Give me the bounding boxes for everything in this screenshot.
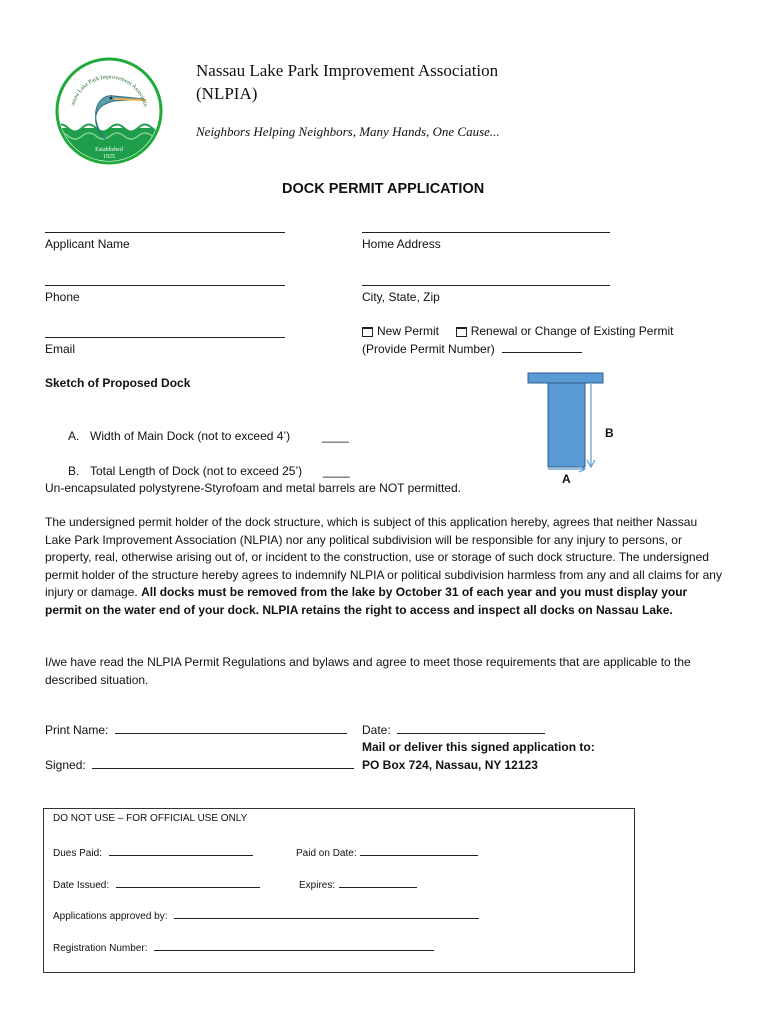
materials-note: Un-encapsulated polystyrene-Styrofoam and metal barrels are NOT permitted. (45, 481, 461, 495)
dock-top-platform (528, 373, 603, 383)
new-permit-label: New Permit (377, 324, 440, 338)
date-issued-label: Date Issued: (53, 880, 110, 891)
signed-row (45, 758, 354, 772)
mail-instructions: Mail or deliver this signed application to: (362, 740, 595, 754)
print-name-row (45, 723, 347, 737)
nlpia-logo (54, 56, 164, 166)
dues-paid-line[interactable] (109, 845, 253, 856)
registration-number-line[interactable] (154, 940, 434, 951)
email-label: Email (45, 342, 76, 356)
city-state-zip-label: City, State, Zip (362, 290, 440, 304)
new-permit-checkbox[interactable] (362, 327, 373, 337)
diagram-label-a: A (562, 472, 571, 486)
approved-by-line[interactable] (174, 908, 479, 919)
acknowledgement-paragraph: I/we have read the NLPIA Permit Regulations and bylaws and agree to meet those requirements that are applicable to the described situation. (45, 655, 691, 687)
city-state-zip-line[interactable] (362, 285, 610, 286)
print-name-line[interactable] (115, 723, 347, 734)
expires-label: Expires: (299, 880, 336, 891)
paid-on-date-label: Paid on Date: (296, 848, 357, 859)
expires-row (299, 877, 417, 891)
approved-by-label: Applications approved by: (53, 911, 168, 922)
dock-main-walkway (548, 383, 585, 467)
renewal-label: Renewal or Change of Existing Permit (470, 324, 674, 338)
approved-by-row (53, 908, 479, 922)
email-line[interactable] (45, 337, 285, 338)
dues-paid-label: Dues Paid: (53, 848, 102, 859)
signed-line[interactable] (92, 758, 354, 769)
permit-number-line[interactable] (502, 342, 582, 353)
permit-type-row (362, 324, 673, 338)
applicant-name-label: Applicant Name (45, 237, 130, 251)
phone-label: Phone (45, 290, 80, 304)
home-address-line[interactable] (362, 232, 610, 233)
print-name-label: Print Name: (45, 723, 109, 737)
date-line[interactable] (397, 723, 545, 734)
agreement-text: The undersigned permit holder of the dock structure, which is subject of this application hereby, agrees that neither Nassau Lake Park Improvement Association (NLPIA) nor any political subdivision will be responsible for any injury to persons, or property, real, otherwise arising out of, or incident to the construction, use or storage of such dock structure. The undersigned permit holder of the structure hereby agrees to indemnify NLPIA or political subdivision harmless from any and all claims for any injury or damage. (45, 515, 722, 599)
registration-number-label: Registration Number: (53, 943, 148, 954)
registration-number-row (53, 940, 434, 954)
phone-line[interactable] (45, 285, 285, 286)
item-b-blank[interactable]: ____ (323, 464, 350, 478)
expires-line[interactable] (339, 877, 417, 888)
date-label: Date: (362, 723, 391, 737)
date-issued-row (53, 877, 260, 891)
form-title: DOCK PERMIT APPLICATION (282, 181, 485, 197)
agreement-bold-text: All docks must be removed from the lake by October 31 of each year and you must display your permit on the water end of your dock. NLPIA retains the right to access and inspect all docks on Nassau Lake. (45, 585, 688, 617)
signed-label: Signed: (45, 758, 86, 772)
diagram-label-b: B (605, 426, 614, 440)
logo-established-label: Established (95, 147, 123, 153)
dues-paid-row (53, 845, 253, 859)
sketch-heading: Sketch of Proposed Dock (45, 376, 191, 390)
home-address-label: Home Address (362, 237, 441, 251)
official-use-title: DO NOT USE – FOR OFFICIAL USE ONLY (53, 813, 248, 824)
logo-top-text: assau Lake Park Improvement Associatio (70, 74, 149, 108)
paid-on-date-line[interactable] (360, 845, 478, 856)
permit-number-label: (Provide Permit Number) (362, 342, 495, 356)
applicant-name-line[interactable] (45, 232, 285, 233)
item-a-label: Width of Main Dock (not to exceed 4’) (90, 429, 291, 443)
date-issued-line[interactable] (116, 877, 260, 888)
item-a-marker: A. (68, 429, 80, 443)
paid-on-date-row (296, 845, 478, 859)
tagline: Neighbors Helping Neighbors, Many Hands, One Cause... (196, 124, 500, 139)
agreement-paragraph (45, 514, 725, 619)
date-row (362, 723, 545, 737)
org-abbr: (NLPIA) (196, 84, 258, 103)
renewal-checkbox[interactable] (456, 327, 467, 337)
item-b-label: Total Length of Dock (not to exceed 25’) (90, 464, 303, 478)
logo-established-year: 1925 (103, 154, 115, 160)
mail-address: PO Box 724, Nassau, NY 12123 (362, 758, 538, 772)
item-b-marker: B. (68, 464, 80, 478)
org-name: Nassau Lake Park Improvement Association (196, 61, 499, 80)
permit-number-row (362, 342, 582, 356)
item-a-blank[interactable]: ____ (322, 429, 349, 443)
